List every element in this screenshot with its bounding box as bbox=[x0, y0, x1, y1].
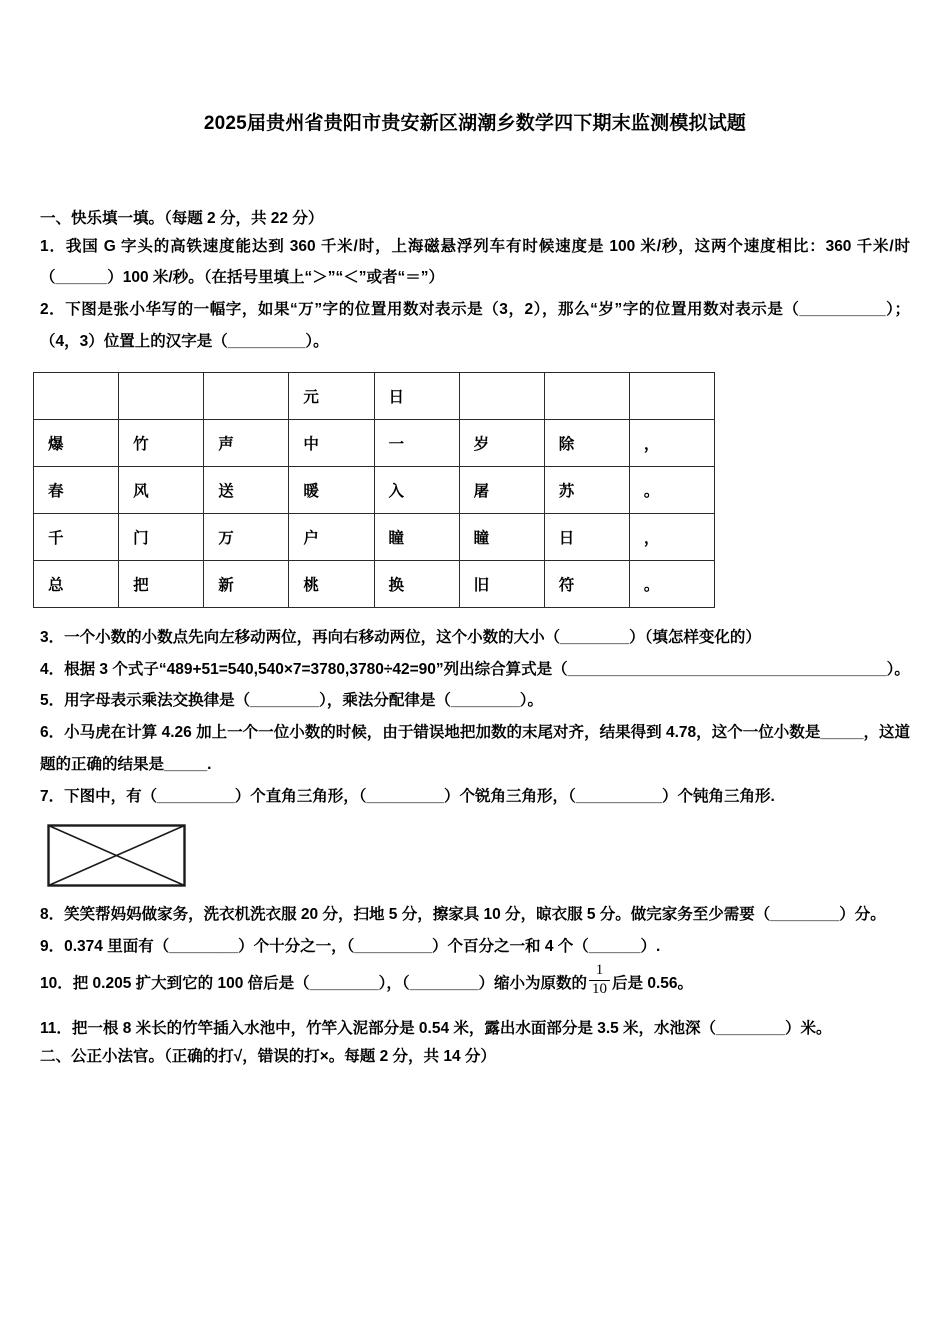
table-cell: 暖 bbox=[289, 466, 374, 513]
question-3: 3．一个小数的小数点先向左移动两位，再向右移动两位，这个小数的大小（________）（填怎样变化的） bbox=[40, 628, 761, 646]
fraction-numerator: 1 bbox=[595, 961, 604, 978]
table-cell bbox=[544, 372, 629, 419]
table-cell: 瞳 bbox=[374, 513, 459, 560]
question-5: 5．用字母表示乘法交换律是（________），乘法分配律是（________）。 bbox=[40, 692, 544, 710]
question-10-text-before: 10．把 0.205 扩大到它的 100 倍后是（________），（________）缩小为原数的 bbox=[40, 974, 588, 992]
triangle-count-figure bbox=[47, 824, 910, 893]
question-7: 7．下图中，有（_________）个直角三角形，（_________）个锐角三角形，（__________）个钝角三角形. bbox=[40, 787, 775, 805]
table-cell: 岁 bbox=[459, 419, 544, 466]
table-cell: 竹 bbox=[119, 419, 204, 466]
table-cell: 新 bbox=[204, 560, 289, 607]
table-cell: 门 bbox=[119, 513, 204, 560]
fraction-one-tenth bbox=[589, 963, 610, 998]
question-11: 11．把一根 8 米长的竹竿插入水池中，竹竿入泥部分是 0.54 米，露出水面部分是 3.5 米，水池深（________）米。 bbox=[40, 1020, 832, 1038]
rectangle-with-diagonals-icon bbox=[47, 824, 187, 888]
table-cell: 千 bbox=[34, 513, 119, 560]
question-1: 1．我国 G 字头的高铁速度能达到 360 千米/时，上海磁悬浮列车有时候速度是 100 米/秒，这两个速度相比：360 千米/时（______）100 米/秒。（在括号里填上“＞”“＜”或者“＝”） bbox=[40, 237, 910, 287]
table-cell: 户 bbox=[289, 513, 374, 560]
table-cell: 日 bbox=[544, 513, 629, 560]
fraction-denominator: 10 bbox=[592, 980, 608, 997]
exam-body bbox=[40, 207, 910, 1070]
table-row bbox=[34, 466, 715, 513]
table-cell: 桃 bbox=[289, 560, 374, 607]
question-4: 4．根据 3 个式子“489+51=540,540×7=3780,3780÷42=90”列出综合算式是（_____________________________________）。 bbox=[40, 660, 910, 678]
question-6: 6．小马虎在计算 4.26 加上一个一位小数的时候，由于错误地把加数的末尾对齐，结果得到 4.78，这个一位小数是_____，这道题的正确的结果是_____. bbox=[40, 724, 910, 773]
table-cell bbox=[459, 372, 544, 419]
table-cell: 屠 bbox=[459, 466, 544, 513]
question-10 bbox=[40, 963, 910, 1000]
table-cell: 旧 bbox=[459, 560, 544, 607]
question-9: 9．0.374 里面有（________）个十分之一，（_________）个百分之一和 4 个（______）. bbox=[40, 938, 661, 956]
table-cell: 苏 bbox=[544, 466, 629, 513]
table-cell: 声 bbox=[204, 419, 289, 466]
table-cell: 春 bbox=[34, 466, 119, 513]
table-cell bbox=[204, 372, 289, 419]
table-cell: 换 bbox=[374, 560, 459, 607]
question-10-text-after: 后是 0.56。 bbox=[612, 974, 694, 992]
question-8: 8．笑笑帮妈妈做家务，洗衣机洗衣服 20 分，扫地 5 分，擦家具 10 分，晾衣服 5 分。做完家务至少需要（________）分。 bbox=[40, 906, 886, 924]
table-cell: 送 bbox=[204, 466, 289, 513]
table-cell: 风 bbox=[119, 466, 204, 513]
table-cell: 瞳 bbox=[459, 513, 544, 560]
table-cell bbox=[34, 372, 119, 419]
table-cell: ， bbox=[629, 419, 714, 466]
table-cell: 把 bbox=[119, 560, 204, 607]
page-title: 2025届贵州省贵阳市贵安新区湖潮乡数学四下期末监测模拟试题 bbox=[203, 113, 747, 134]
table-cell: 总 bbox=[34, 560, 119, 607]
table-cell: 中 bbox=[289, 419, 374, 466]
table-cell bbox=[629, 372, 714, 419]
table-cell: 入 bbox=[374, 466, 459, 513]
table-cell bbox=[119, 372, 204, 419]
table-row bbox=[34, 513, 715, 560]
table-cell: 爆 bbox=[34, 419, 119, 466]
table-cell: ， bbox=[629, 513, 714, 560]
table-cell: 元 bbox=[289, 372, 374, 419]
table-row bbox=[34, 372, 715, 419]
table-cell: 。 bbox=[629, 560, 714, 607]
table-row bbox=[34, 419, 715, 466]
table-cell: 日 bbox=[374, 372, 459, 419]
section-heading-1: 一、快乐填一填。（每题 2 分，共 22 分） bbox=[40, 209, 324, 227]
table-row bbox=[34, 560, 715, 607]
question-2: 2．下图是张小华写的一幅字，如果“万”字的位置用数对表示是（3，2），那么“岁”字的位置用数对表示是（__________）；（4，3）位置上的汉字是（_________）。 bbox=[40, 301, 910, 350]
table-cell: 符 bbox=[544, 560, 629, 607]
poem-grid-table bbox=[33, 372, 715, 608]
table-cell: 除 bbox=[544, 419, 629, 466]
section-heading-2: 二、公正小法官。（正确的打√，错误的打×。每题 2 分，共 14 分） bbox=[40, 1048, 496, 1066]
table-cell: 。 bbox=[629, 466, 714, 513]
table-cell: 一 bbox=[374, 419, 459, 466]
table-cell: 万 bbox=[204, 513, 289, 560]
